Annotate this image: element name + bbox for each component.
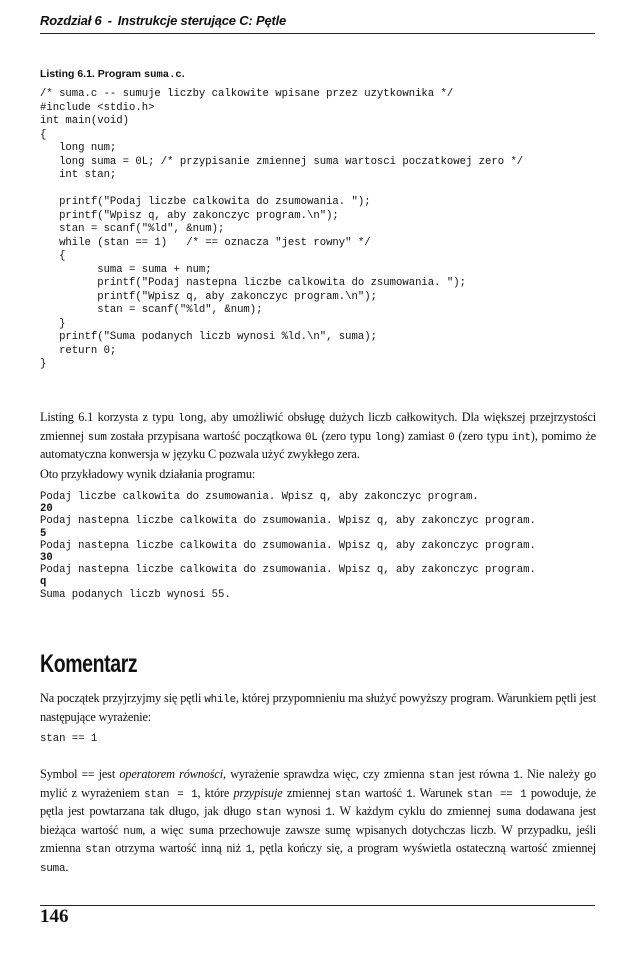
inline-code: num xyxy=(123,825,143,838)
text: (zero typu xyxy=(454,428,512,443)
inline-code: suma xyxy=(188,825,214,838)
text: dodawana jest bieżąca wartość xyxy=(40,804,596,837)
inline-code: 1 xyxy=(325,807,332,819)
inline-code: 1 xyxy=(406,788,413,801)
footer-rule xyxy=(40,905,595,906)
text: jest równa xyxy=(454,767,514,781)
text: otrzyma wartość inną niż xyxy=(110,841,246,855)
text: Symbol xyxy=(40,767,82,781)
inline-code: stan xyxy=(85,844,111,856)
paragraph-loop-intro xyxy=(40,690,596,725)
chapter-label: Rozdział 6 xyxy=(40,13,102,28)
text: , pętla kończy się, a program wyświetla ostateczną wartość zmiennej xyxy=(251,841,596,855)
paragraph-listing-description xyxy=(40,409,596,463)
text: , aby umożliwić obsługę dużych liczb całkowitych. Dla większej przejrzystości zmiennej xyxy=(40,410,596,443)
section-title: Komentarz xyxy=(40,650,138,678)
user-input: 30 xyxy=(40,551,53,564)
text: . Nie należy go mylić z wyrażeniem xyxy=(40,767,597,800)
text: . Warunek xyxy=(412,785,467,800)
paragraph-sample-intro: Oto przykładowy wynik działania programu: xyxy=(40,467,256,481)
text: , a więc xyxy=(142,822,189,837)
user-input: 20 xyxy=(40,503,53,516)
user-input: 5 xyxy=(40,527,47,540)
code-listing: /* suma.c -- sumuje liczby calkowite wpisane przez uzytkownika */ #include <stdio.h> int main(void) { long num; long suma = 0L; /* przypisanie zmiennej suma wartosci poczatkowej zero */ int stan; printf("Podaj liczbe calkowita do zsumowania. "); printf("Wpisz q, aby zakonczyc program.\n"); stan = scanf("%ld", &num); while (stan == 1) /* == oznacza "jest rowny" */ { suma = suma + num; printf("Podaj nastepna liczbe calkowita do zsumowania. "); printf("Wpisz q, aby zakonczyc program.\n"); stan = scanf("%ld", &num); } printf("Suma podanych liczb wynosi %ld.\n", suma); return 0; } xyxy=(40,88,524,370)
text: , której przypomnieniu ma służyć powyższy program. Warunkiem pętli jest następujące wyrażenie: xyxy=(40,691,596,724)
output-result-line: Suma podanych liczb wynosi 55. xyxy=(40,588,231,601)
text: wartość xyxy=(360,785,407,800)
text: wynosi xyxy=(281,804,326,818)
text: . W każdym cyklu do zmiennej xyxy=(331,804,496,818)
output-line: Podaj liczbe calkowita do zsumowania. Wpisz q, aby zakonczyc program. xyxy=(40,491,479,503)
listing-caption-end: . xyxy=(181,68,185,80)
text: ), pomimo że automatyczna konwersja w języku C pozwala użyć zwykłego zera. xyxy=(40,428,596,461)
listing-caption-file: suma.c xyxy=(143,69,182,81)
inline-code: stan = 1 xyxy=(144,788,198,801)
inline-code: == xyxy=(81,770,95,782)
text: została przypisana wartość początkowa xyxy=(106,428,305,443)
text: jest xyxy=(94,767,120,781)
inline-code: stan xyxy=(255,807,282,819)
inline-code: 1 xyxy=(245,844,252,856)
emphasis: operatorem równości xyxy=(119,767,223,781)
listing-caption xyxy=(40,68,185,81)
inline-code: suma xyxy=(40,862,66,875)
inline-code: stan == 1 xyxy=(466,788,527,801)
inline-code: suma xyxy=(495,807,522,819)
sample-output xyxy=(40,491,536,601)
inline-code: sum xyxy=(87,431,107,444)
text: , które xyxy=(197,785,234,800)
text: zmiennej xyxy=(282,785,336,800)
inline-code: long xyxy=(178,413,204,425)
output-line: Podaj nastepna liczbe calkowita do zsumowania. Wpisz q, aby zakonczyc program. xyxy=(40,515,536,528)
running-header xyxy=(40,13,286,28)
text: ) zamiast xyxy=(400,428,449,443)
output-line: Podaj nastepna liczbe calkowita do zsumowania. Wpisz q, aby zakonczyc program. xyxy=(40,564,536,577)
chapter-title: Instrukcje sterujące C: Pętle xyxy=(117,13,287,28)
inline-code: stan xyxy=(428,770,455,782)
text: Na początek przyjrzyjmy się pętli xyxy=(40,691,205,705)
page-number: 146 xyxy=(40,906,69,927)
paragraph-equality-operator xyxy=(40,766,596,877)
code-condition: stan == 1 xyxy=(40,733,98,745)
header-rule xyxy=(40,33,595,34)
text: . xyxy=(65,859,69,874)
output-line: Podaj nastepna liczbe calkowita do zsumowania. Wpisz q, aby zakonczyc program. xyxy=(40,539,536,552)
text: (zero typu xyxy=(317,428,375,443)
header-separator: - xyxy=(107,13,112,28)
text: , wyrażenie sprawdza więc, czy zmienna xyxy=(222,767,429,781)
inline-code: long xyxy=(374,431,401,444)
inline-code: 0 xyxy=(448,431,455,444)
inline-code: 1 xyxy=(513,770,520,782)
text: powoduje, że pętla jest powtarzana tak długo, jak długo xyxy=(40,785,597,818)
emphasis: przypisuje xyxy=(233,785,283,800)
user-input: q xyxy=(40,576,47,589)
inline-code: 0L xyxy=(305,431,318,444)
inline-code: int xyxy=(511,431,531,444)
text: Listing 6.1 korzysta z typu xyxy=(40,410,179,424)
inline-code: while xyxy=(204,694,236,706)
listing-caption-label: Listing 6.1. Program xyxy=(40,68,141,80)
inline-code: stan xyxy=(335,788,361,801)
text: przechowuje zawsze sumę wpisanych dotychczas liczb. W przypadku, jeśli zmienna xyxy=(40,822,596,855)
